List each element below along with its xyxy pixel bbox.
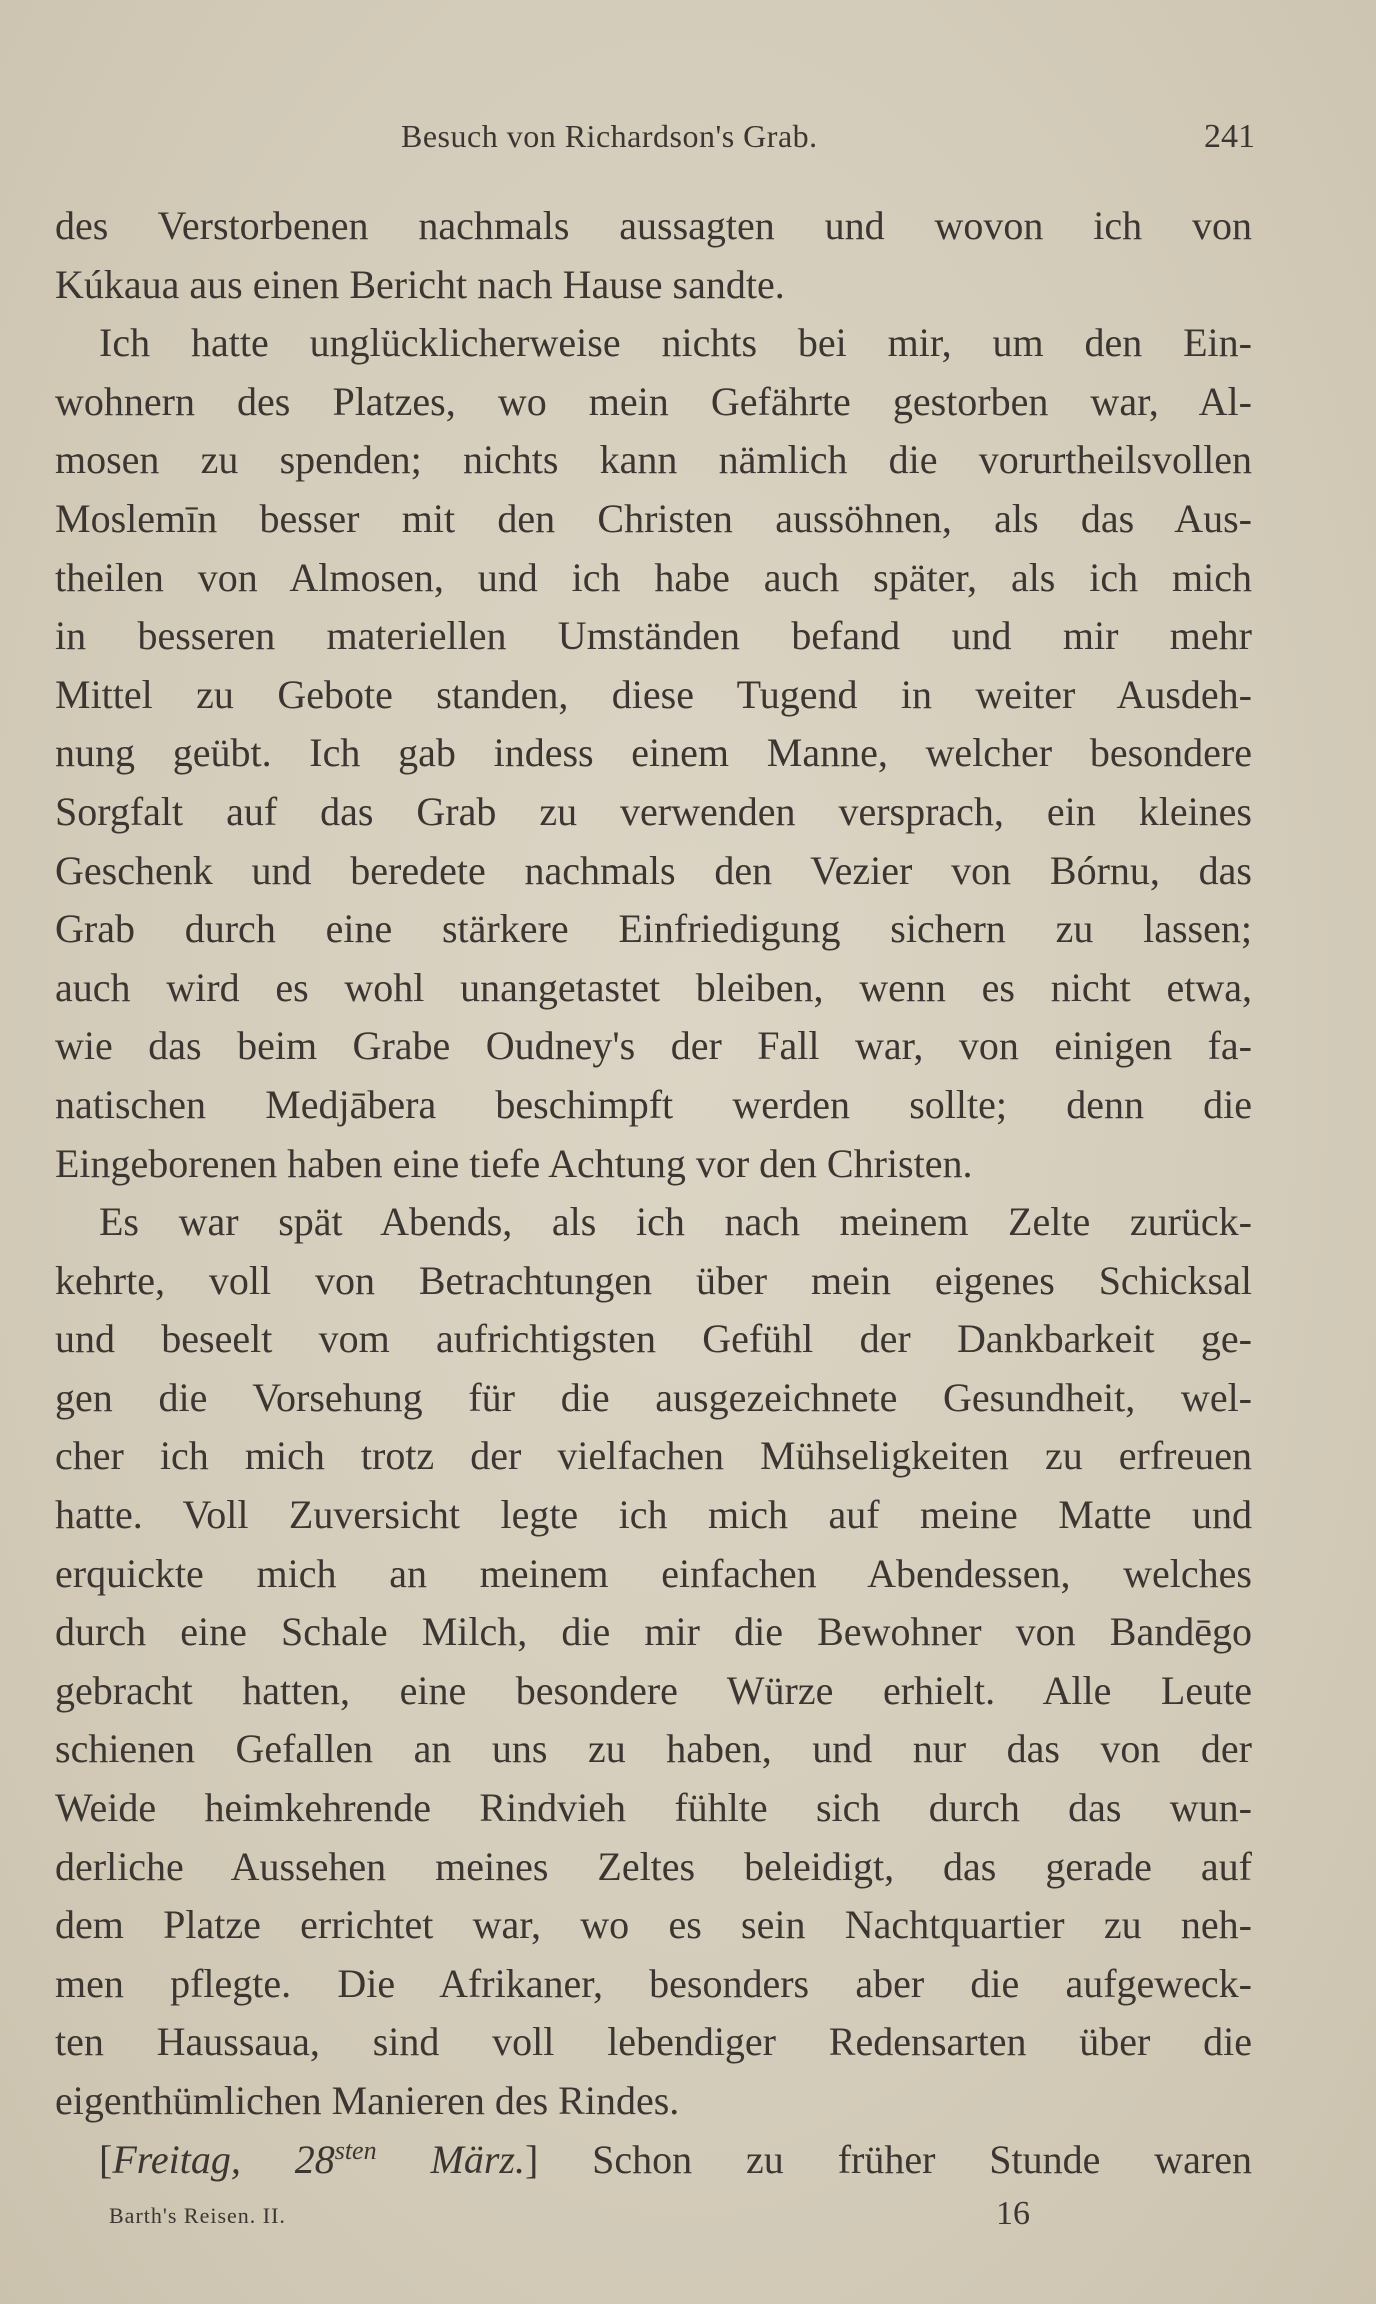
text-line: schienen Gefallen an uns zu haben, und nur das von der (55, 1726, 1252, 1772)
body-text (55, 197, 1252, 2189)
text-line: Sorgfalt auf das Grab zu verwenden versprach, ein kleines (55, 788, 1252, 834)
text-line: Kúkaua aus einen Bericht nach Hause sandte. (55, 261, 785, 307)
text-line: natischen Medjābera beschimpft werden sollte; denn die (55, 1081, 1252, 1127)
running-title: Besuch von Richardson's Grab. (401, 118, 818, 154)
text-line: hatte. Voll Zuversicht legte ich mich auf meine Matte und (55, 1492, 1252, 1538)
date-bracket-open: [ (99, 2136, 113, 2182)
date-bracket-close: ] (524, 2136, 539, 2182)
date-day: Freitag, 28 (112, 2136, 335, 2182)
text-line: und beseelt vom aufrichtigsten Gefühl der Dankbarkeit ge- (55, 1316, 1252, 1362)
text-line: eigenthümlichen Manieren des Rindes. (55, 2078, 680, 2123)
sheet-number: 16 (996, 2195, 1030, 2232)
text-line: Mittel zu Gebote standen, diese Tugend in weiter Ausdeh- (55, 671, 1252, 717)
page-number: 241 (1204, 118, 1255, 155)
text-line: men pflegte. Die Afrikaner, besonders aber die aufgeweck- (55, 1960, 1252, 2006)
text-line: gen die Vorsehung für die ausgezeichnete Gesundheit, wel- (55, 1374, 1252, 1420)
text-line: Es war spät Abends, als ich nach meinem Zelte zurück- (99, 1199, 1252, 1245)
text-line: Moslemīn besser mit den Christen aussöhnen, als das Aus- (55, 495, 1252, 541)
date-suffix: sten (334, 2135, 377, 2165)
text-line: wohnern des Platzes, wo mein Gefährte gestorben war, Al- (55, 378, 1252, 424)
page-header (55, 118, 1255, 162)
text-line: Grab durch eine stärkere Einfriedigung sichern zu lassen; (55, 906, 1252, 952)
text-line: nung geübt. Ich gab indess einem Manne, welcher besondere (55, 730, 1252, 776)
printer-signature: Barth's Reisen. II. (109, 2203, 286, 2228)
text-line: ten Haussaua, sind voll lebendiger Redensarten über die (55, 2019, 1252, 2065)
date-month: März. (376, 2136, 525, 2182)
text-line: theilen von Almosen, und ich habe auch später, als ich mich (55, 554, 1252, 600)
text-line: Ich hatte unglücklicherweise nichts bei mir, um den Ein- (99, 320, 1252, 366)
text-line: derliche Aussehen meines Zeltes beleidigt, das gerade auf (55, 1843, 1252, 1889)
text-line: durch eine Schale Milch, die mir die Bewohner von Bandēgo (55, 1609, 1252, 1655)
text-line: Eingeborenen haben eine tiefe Achtung vor den Christen. (55, 1140, 973, 1186)
text-line: kehrte, voll von Betrachtungen über mein eigenes Schicksal (55, 1257, 1252, 1303)
text-line: gebracht hatten, eine besondere Würze erhielt. Alle Leute (55, 1667, 1252, 1713)
text-line: mosen zu spenden; nichts kann nämlich die vorurtheilsvollen (55, 437, 1252, 483)
text-line: Geschenk und beredete nachmals den Vezier von Bórnu, das (55, 847, 1252, 893)
date-marginal (112, 2137, 525, 2182)
text-line: Weide heimkehrende Rindvieh fühlte sich durch das wun- (55, 1785, 1252, 1831)
text-line: des Verstorbenen nachmals aussagten und wovon ich von (55, 203, 1252, 248)
text-line: in besseren materiellen Umständen befand und mir mehr (55, 613, 1252, 659)
text-line: erquickte mich an meinem einfachen Abendessen, welches (55, 1550, 1252, 1596)
text-line: dem Platze errichtet war, wo es sein Nachtquartier zu neh- (55, 1902, 1252, 1948)
page-footer (109, 2195, 1039, 2235)
text-line: cher ich mich trotz der vielfachen Mühseligkeiten zu erfreuen (55, 1433, 1252, 1479)
text-line: auch wird es wohl unangetastet bleiben, wenn es nicht etwa, (55, 964, 1252, 1010)
text-line: wie das beim Grabe Oudney's der Fall war, von einigen fa- (55, 1023, 1252, 1069)
final-line-text: Schon zu früher Stunde waren (538, 2136, 1252, 2182)
final-text-line (55, 2131, 1252, 2190)
